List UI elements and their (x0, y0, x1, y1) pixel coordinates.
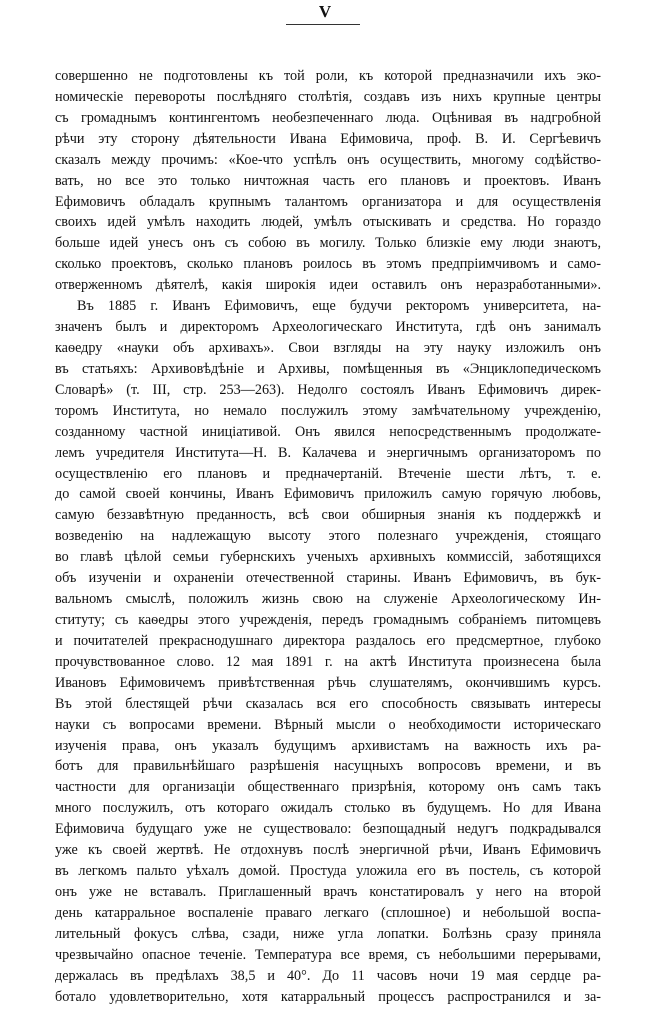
text-line: науки съ вопросами времени. Вѣрный мысли о необходимости историческаго (55, 716, 601, 733)
text-line: прочувствованное слово. 12 мая 1891 г. на актѣ Института произнесена была (55, 653, 601, 670)
text-line: держалась въ предѣлахъ 38,5 и 40°. До 11 часовъ ночи 19 мая сердце ра- (55, 967, 601, 984)
text-line: объ изученіи и охраненіи отечественной старины. Иванъ Ефимовичъ, въ бук- (55, 570, 601, 587)
text-line: больше идей унесъ онъ съ собою въ могилу. Только близкіе ему люди знаютъ, (55, 235, 601, 252)
text-line: до самой своей кончины, Иванъ Ефимовичъ приложилъ самую горячую любовь, (55, 486, 601, 503)
text-line: номическіе перевороты послѣдняго столѣтія, создавъ изъ нихъ крупные центры (55, 88, 601, 105)
text-line: созданному частной иниціативой. Онъ явился непосредственнымъ продолжате- (55, 423, 601, 440)
text-line: совершенно не подготовлены къ той роли, къ которой предназначили ихъ эко- (55, 68, 601, 84)
text-line: вальномъ смыслѣ, положилъ жизнь свою на служеніе Археологическому Ин- (55, 591, 601, 608)
text-line: Ивановъ Ефимовичемъ привѣтственная рѣчь слушателямъ, окончившимъ курсъ. (55, 674, 601, 691)
header-rule (286, 24, 360, 25)
text-line: лительный фокусъ слѣва, сзади, ниже угла лопатки. Болѣзнь сразу приняла (55, 925, 601, 942)
text-line: много послужилъ, отъ котораго ожидалъ столько въ будущемъ. Но для Ивана (55, 800, 601, 817)
text-line: Ефимовича будущаго уже не существовало: безпощадный недугъ подкрадывался (55, 821, 601, 838)
text-line: съ громаднымъ контингентомъ необезпеченнаго люда. Оцѣнивая въ надгробной (55, 109, 601, 126)
page-number: V (318, 2, 332, 21)
text-line: своихъ идей умѣлъ находить людей, умѣлъ отыскивать и средства. Но гораздо (55, 214, 601, 231)
text-line: Словарѣ» (т. III, стр. 253—263). Недолго состоялъ Иванъ Ефимовичъ дирек- (55, 381, 601, 398)
text-line: сказалъ между прочимъ: «Кое-что успѣлъ онъ осуществить, многому содѣйство- (55, 151, 601, 168)
text-line: рѣчи эту сторону дѣятельности Ивана Ефимовича, проф. В. И. Сергѣевичъ (55, 130, 601, 147)
text-line: возведенію на надлежащую высоту этого полезнаго учрежденія, стоящаго (55, 528, 601, 545)
text-line: отверженномъ дѣятелѣ, какія широкія идеи оставилъ онъ неразработанными». (55, 277, 601, 294)
text-line: ботъ для правильнѣйшаго разрѣшенія насущныхъ вопросовъ времени, и въ (55, 758, 601, 775)
text-line: лемъ учредителя Института—Н. В. Калачева и энергичнымъ организаторомъ по (55, 444, 601, 461)
text-line: и почитателей прекраснодушнаго директора раздалось его предсмертное, глубоко (55, 632, 601, 649)
text-line: сколько проектовъ, сколько плановъ роилось въ этомъ предпріимчивомъ и само- (55, 256, 601, 273)
text-line: въ легкомъ пальто уѣхалъ домой. Простуда уложила его въ постель, съ которой (55, 863, 601, 880)
text-line: ботало удовлетворительно, хотя катарральный процессъ распространился и за- (55, 988, 601, 1005)
text-line: осуществленію его плановъ и предначертаній. Втеченіе шести лѣтъ, т. е. (55, 465, 601, 482)
text-line: значенъ былъ и директоромъ Археологическаго Института, гдѣ онъ занималъ (55, 319, 601, 336)
text-line: день катарральное воспаленіе праваго легкаго (сплошное) и небольшой воспа- (55, 904, 601, 921)
text-line: вать, но все это только ничтожная часть его плановъ и проектовъ. Иванъ (55, 172, 601, 189)
text-line: самую беззавѣтную преданность, всѣ свои обширныя знанія къ поддержкѣ и (55, 507, 601, 524)
text-line: уже къ своей жертвѣ. Не отдохнувъ послѣ энергичной рѣчи, Иванъ Ефимовичъ (55, 842, 601, 859)
text-line: чрезвычайно опасное теченіе. Температура все время, съ небольшими перерывами, (55, 946, 601, 963)
text-line: ституту; съ каѳедры этого учрежденія, передъ громаднымъ собраніемъ питомцевъ (55, 611, 601, 628)
text-line: Ефимовичъ обладалъ крупнымъ талантомъ организатора и для осуществленія (55, 193, 601, 210)
text-line: Въ 1885 г. Иванъ Ефимовичъ, еще будучи ректоромъ университета, на- (77, 298, 601, 315)
text-line: во главѣ цѣлой семьи губернскихъ ученыхъ архивныхъ коммиссій, заботящихся (55, 549, 601, 566)
text-line: изученія права, онъ указалъ будущимъ архивистамъ на важность ихъ ра- (55, 737, 601, 754)
text-line: въ статьяхъ: Архивовѣдѣніе и Архивы, помѣщенныя въ «Энциклопедическомъ (55, 360, 601, 377)
text-line: Въ этой блестящей рѣчи сказалась вся его способность связывать интересы (55, 695, 601, 712)
text-line: каѳедру «науки объ архивахъ». Свои взгляды на эту науку изложилъ онъ (55, 339, 601, 356)
text-line: онъ уже не вставалъ. Приглашенный врачъ констатировалъ у него на второй (55, 883, 601, 900)
text-line: торомъ Института, но немало послужилъ этому замѣчательному учрежденію, (55, 402, 601, 419)
text-line: частности для организаціи общественнаго призрѣнія, которому онъ самъ такъ (55, 779, 601, 796)
body-text (55, 66, 601, 1007)
